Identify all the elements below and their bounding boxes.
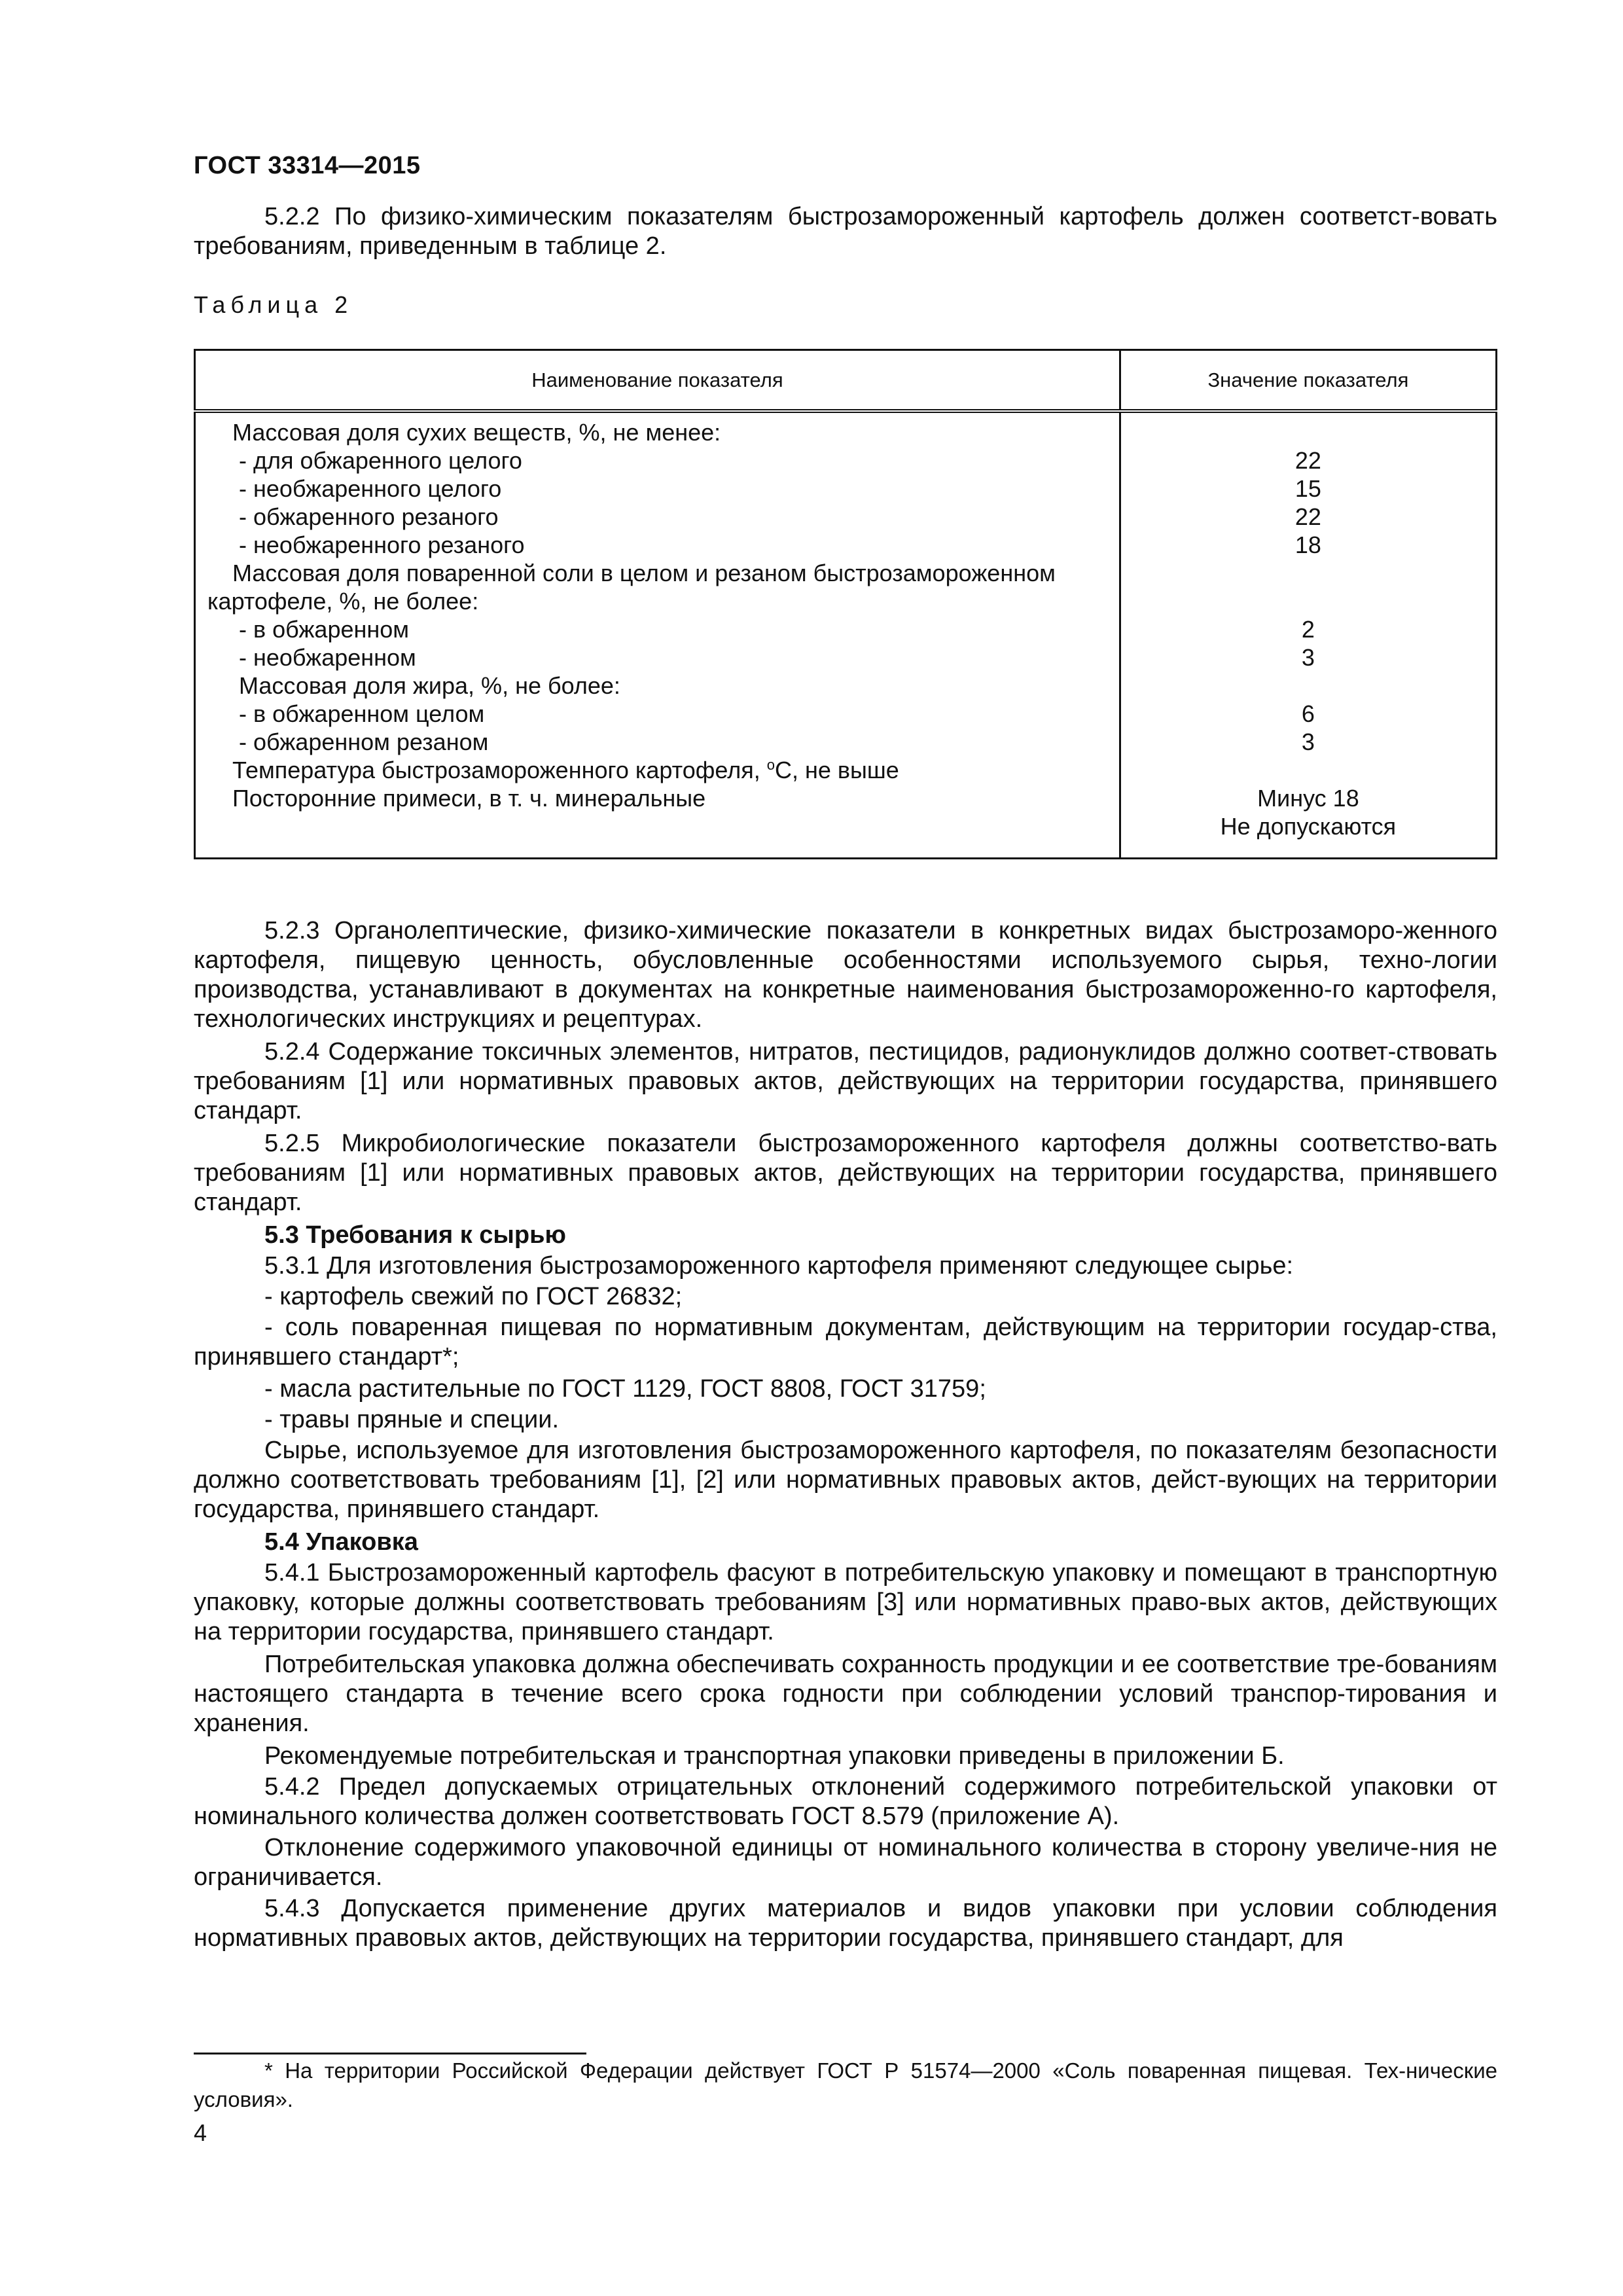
table-row-name: Массовая доля поваренной соли в целом и резаном быстрозамороженном bbox=[232, 560, 1056, 586]
indicators-table bbox=[194, 349, 1497, 859]
degree-mark: o bbox=[766, 757, 775, 773]
table-values-cell bbox=[1120, 411, 1496, 859]
table-row-name: Массовая доля сухих веществ, %, не менее: bbox=[232, 419, 721, 446]
table-header-value: Значение показателя bbox=[1120, 350, 1496, 412]
paragraph-5-3-1: 5.3.1 Для изготовления быстрозамороженного картофеля применяют следующее сырье: bbox=[264, 1252, 1294, 1280]
page-number: 4 bbox=[194, 2119, 207, 2146]
paragraph-deviation: Отклонение содержимого упаковочной единицы от номинального количества в сторону увеличе-ния не ограничивается. bbox=[194, 1834, 1497, 1891]
table-row-value bbox=[1121, 418, 1495, 446]
paragraph-5-4-1: 5.4.1 Быстрозамороженный картофель фасуют в потребительскую упаковку и помещают в транспортную упаковку, которые должны соответствовать требованиям [3] или нормативных право-вых актов, действующих на территории государства, принявшего стандарт. bbox=[194, 1559, 1497, 1645]
list-item: - картофель свежий по ГОСТ 26832; bbox=[264, 1283, 683, 1310]
table-row-value: 22 bbox=[1294, 447, 1321, 474]
table-row-value: 22 bbox=[1294, 503, 1321, 530]
table-row-name: - необжаренного резаного bbox=[239, 531, 525, 558]
table-caption: Таблица 2 bbox=[194, 291, 353, 318]
table-header-name: Наименование показателя bbox=[195, 350, 1120, 412]
table-row-value: Минус 18 bbox=[1257, 785, 1359, 812]
table-row-name: - в обжаренном bbox=[239, 616, 410, 643]
table-row-name: - для обжаренного целого bbox=[239, 447, 522, 474]
paragraph-consumer-pack: Потребительская упаковка должна обеспечивать сохранность продукции и ее соответствие тре-бованиям настоящего стандарта в течение всего срока годности при соблюдении условий транспор-тирования и хранения. bbox=[194, 1651, 1497, 1737]
table-row-name bbox=[196, 812, 1119, 840]
list-item: - травы пряные и специи. bbox=[264, 1406, 560, 1433]
footnote: * На территории Российской Федерации действует ГОСТ Р 51574—2000 «Соль поваренная пищевая. Тех-нические условия». bbox=[194, 2058, 1497, 2111]
table-row-name: - обжаренном резаном bbox=[239, 728, 489, 755]
footnote-divider bbox=[194, 2053, 586, 2054]
document-header: ГОСТ 33314—2015 bbox=[194, 152, 421, 179]
paragraph-recommended: Рекомендуемые потребительская и транспортная упаковки приведены в приложении Б. bbox=[264, 1742, 1285, 1770]
table-row-name: картофеле, %, не более: bbox=[207, 588, 479, 615]
paragraph-5-2-3: 5.2.3 Органолептические, физико-химические показатели в конкретных видах быстрозаморо-женного картофеля, пищевую ценность, обусловленные особенностями используемого сырья, техно-логии производства, устанавливают в документах на конкретные наименования быстрозамороженно-го картофеля, технологических инструкциях и рецептурах. bbox=[194, 917, 1497, 1033]
table-row-value: 6 bbox=[1301, 700, 1315, 727]
table-row-name: - в обжаренном целом bbox=[239, 700, 485, 727]
table-row-value bbox=[1121, 559, 1495, 587]
table-row-name: - необжаренного целого bbox=[239, 475, 502, 502]
paragraph-5-2-5: 5.2.5 Микробиологические показатели быстрозамороженного картофеля должны соответство-вать требованиям [1] или нормативных правовых актов, действующих на территории государства, принявшего стандарт. bbox=[194, 1130, 1497, 1216]
table-row-name: - обжаренного резаного bbox=[239, 503, 499, 530]
table-row-value: 18 bbox=[1294, 531, 1321, 558]
table-row-name: - необжаренном bbox=[239, 644, 416, 671]
table-row-name: Посторонние примеси, в т. ч. минеральные bbox=[232, 785, 706, 812]
table-names-cell bbox=[195, 411, 1120, 859]
section-heading-5-4: 5.4 Упаковка bbox=[264, 1528, 418, 1556]
table-row-value: 3 bbox=[1301, 728, 1315, 755]
paragraph-raw-safety: Сырье, используемое для изготовления быстрозамороженного картофеля, по показателям безопасности должно соответствовать требованиям [1], [2] или нормативных правовых актов, дейст-вующих на территории государства, принявшего стандарт. bbox=[194, 1437, 1497, 1523]
table-row-value: 3 bbox=[1301, 644, 1315, 671]
list-item: - соль поваренная пищевая по нормативным документам, действующим на территории государ-ства, принявшего стандарт*; bbox=[194, 1314, 1497, 1371]
paragraph-5-2-4: 5.2.4 Содержание токсичных элементов, нитратов, пестицидов, радионуклидов должно соответ-ствовать требованиям [1] или нормативных правовых актов, действующих на территории государства, принявшего стандарт. bbox=[194, 1038, 1497, 1124]
paragraph-5-4-2: 5.4.2 Предел допускаемых отрицательных отклонений содержимого потребительской упаковки от номинального количества должен соответствовать ГОСТ 8.579 (приложение А). bbox=[194, 1773, 1497, 1830]
paragraph-5-4-3: 5.4.3 Допускается применение других материалов и видов упаковки при условии соблюдения нормативных правовых актов, действующих на территории государства, принявшего стандарт, для bbox=[194, 1895, 1497, 1952]
section-heading-5-3: 5.3 Требования к сырью bbox=[264, 1221, 566, 1249]
table-row-value: 15 bbox=[1294, 475, 1321, 502]
paragraph-5-2-2: 5.2.2 По физико-химическим показателям быстрозамороженный картофель должен соответст-вовать требованиям, приведенным в таблице 2. bbox=[194, 203, 1497, 260]
list-item: - масла растительные по ГОСТ 1129, ГОСТ 8808, ГОСТ 31759; bbox=[264, 1375, 986, 1403]
table-row-value: Не допускаются bbox=[1220, 813, 1397, 840]
table-row-value bbox=[1121, 587, 1495, 615]
table-row-value: 2 bbox=[1301, 616, 1315, 643]
table-row-name: Массовая доля жира, %, не более: bbox=[239, 672, 620, 699]
table-row-value bbox=[1121, 672, 1495, 700]
table-row-value bbox=[1121, 756, 1495, 784]
table-row-name: Температура быстрозамороженного картофеля, $^o$С, не выше bbox=[232, 757, 899, 783]
